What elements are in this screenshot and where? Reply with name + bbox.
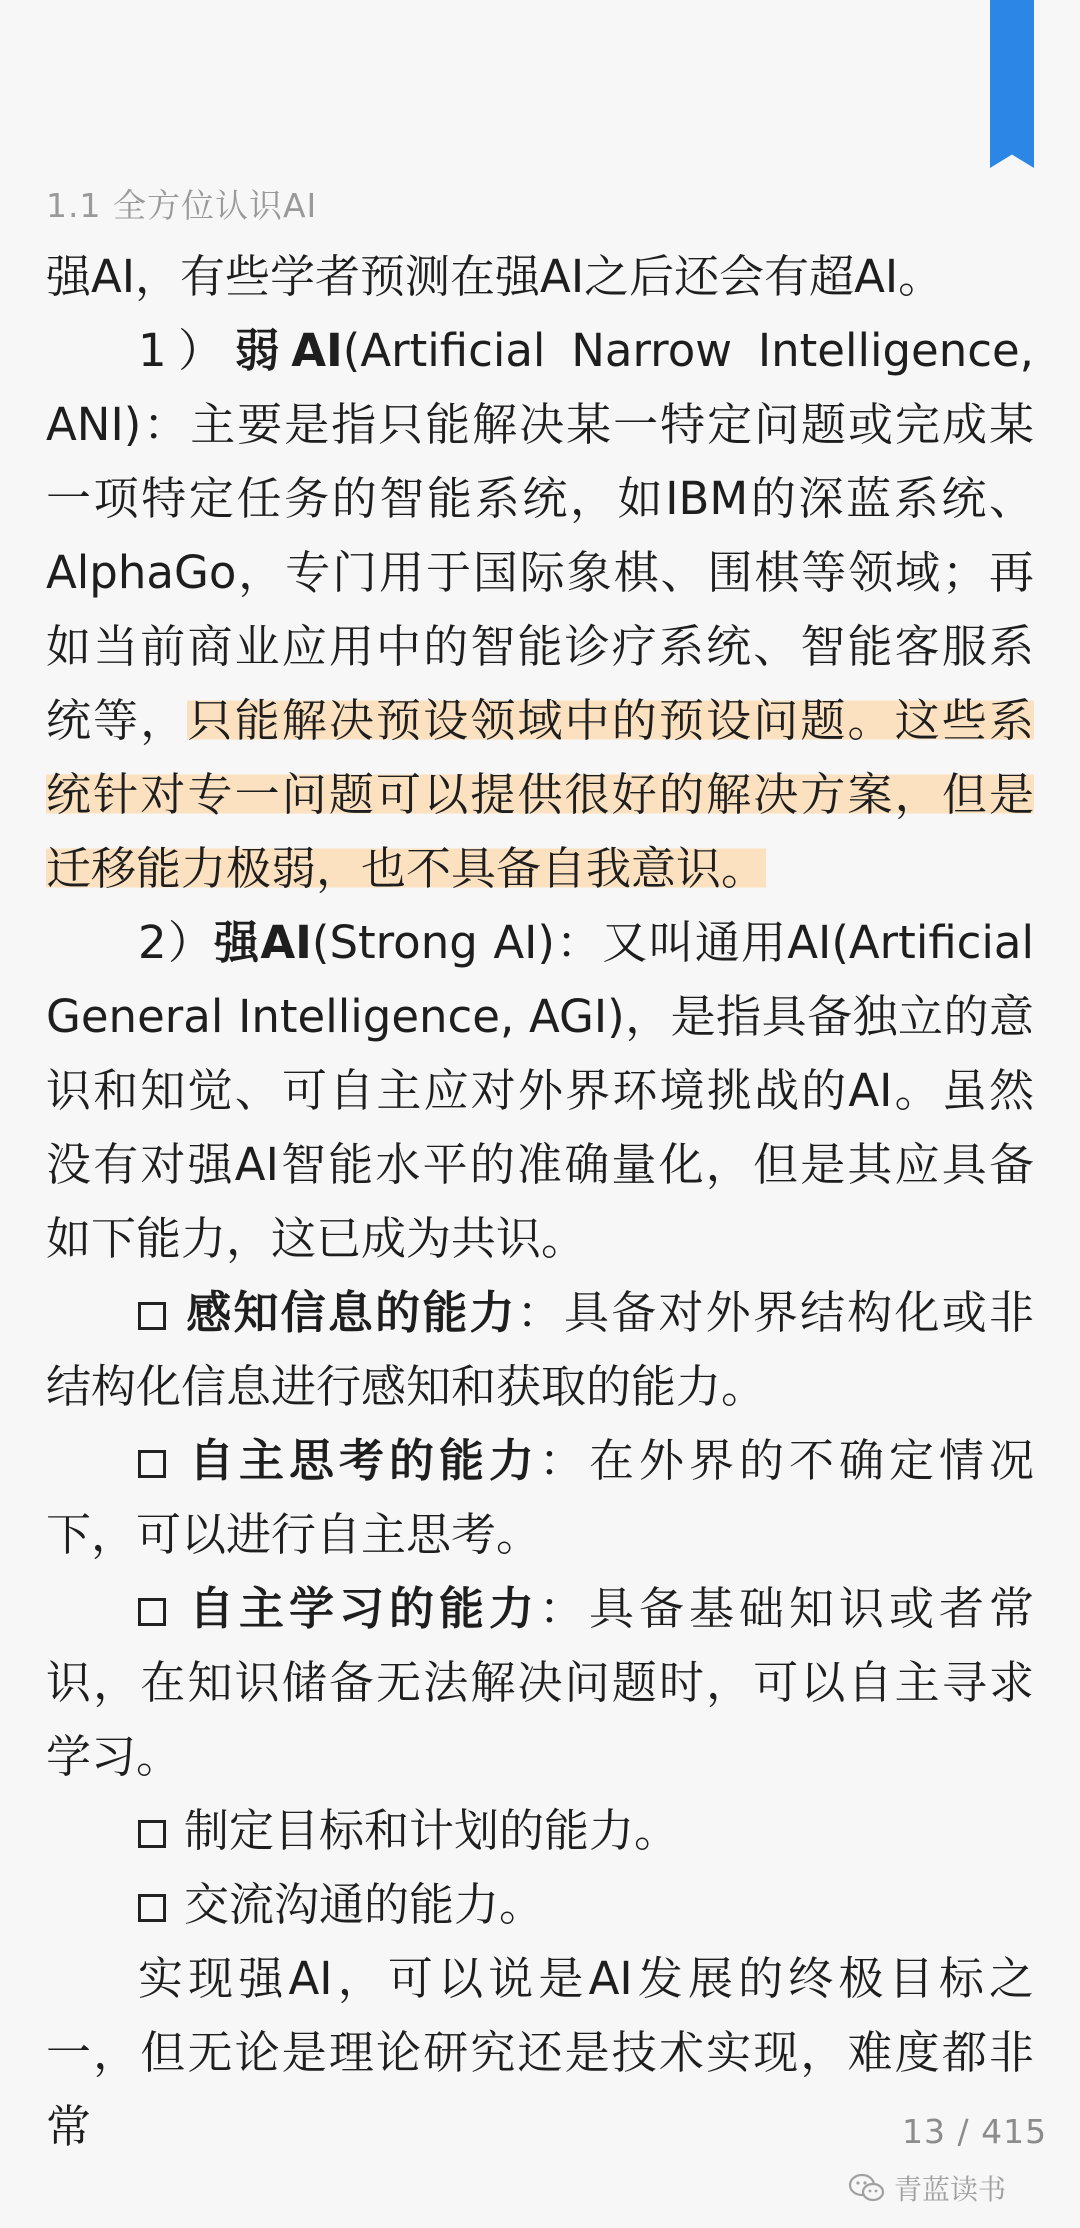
checkbox-empty-icon — [138, 1598, 166, 1626]
item-term: 自主学习的能力 — [184, 1582, 539, 1635]
watermark-text: 青蓝读书 — [894, 2173, 1007, 2206]
item-text: 制定目标和计划的能力。 — [184, 1804, 680, 1857]
weak-ai-text: (Artificial Narrow Intelligence, ANI)：主要是指只能解决某一特定问题或完成某一项特定任务的智能系统，如IBM的深蓝系统、AlphaGo，专门用于国际象棋、围棋等领域；再如当前商业应用中的智能诊疗系统、智能客服系统等， — [46, 324, 1034, 747]
checkbox-empty-icon — [138, 1450, 166, 1478]
bookmark-ribbon-icon[interactable] — [990, 0, 1034, 168]
strong-ai-text: (Strong AI)：又叫通用AI(Artificial General Intelligence, AGI)，是指具备独立的意识和知觉、可自主应对外界环境挑战的AI。虽然没有对强AI智能水平的准确量化，但是其应具备如下能力，这已成为共识。 — [46, 916, 1034, 1265]
paragraph-weak-ai — [46, 314, 1034, 906]
item-text: ：具备对外界结构化或非结构化信息进行感知和获取的能力。 — [46, 1286, 1034, 1413]
paragraph-strong-ai — [46, 906, 1034, 1276]
list-item — [46, 1424, 1034, 1572]
chapter-title: 1.1 全方位认识AI — [46, 186, 318, 225]
item-text: ：在外界的不确定情况下，可以进行自主思考。 — [46, 1434, 1034, 1561]
item-number: 1） — [138, 324, 235, 377]
item-text: ：具备基础知识或者常识，在知识储备无法解决问题时，可以自主寻求学习。 — [46, 1582, 1034, 1783]
item-text: 交流沟通的能力。 — [184, 1878, 545, 1931]
paragraph-intro: 强AI，有些学者预测在强AI之后还会有超AI。 — [46, 250, 944, 303]
term-weak-ai: 弱AI — [234, 324, 343, 377]
term-strong-ai: 强AI — [214, 916, 312, 969]
page-indicator: 13 / 415 — [902, 2112, 1048, 2151]
paragraph-conclusion: 实现强AI，可以说是AI发展的终极目标之一，但无论是理论研究还是技术实现，难度都非常 — [46, 1952, 1034, 2153]
checkbox-empty-icon — [138, 1894, 166, 1922]
item-term: 感知信息的能力 — [184, 1286, 517, 1339]
item-term: 自主思考的能力 — [184, 1434, 539, 1487]
checkbox-empty-icon — [138, 1302, 166, 1330]
list-item — [46, 1276, 1034, 1424]
watermark — [848, 2168, 1006, 2208]
item-number: 2） — [138, 916, 215, 969]
book-text — [46, 240, 1034, 2164]
checkbox-empty-icon — [138, 1820, 166, 1848]
list-item — [46, 1572, 1034, 1794]
list-item — [46, 1868, 1034, 1942]
list-item — [46, 1794, 1034, 1868]
highlighted-text[interactable]: 只能解决预设领域中的预设问题。这些系统针对专一问题可以提供很好的解决方案，但是迁移能力极弱，也不具备自我意识。 — [46, 694, 1034, 895]
wechat-icon — [848, 2173, 886, 2203]
